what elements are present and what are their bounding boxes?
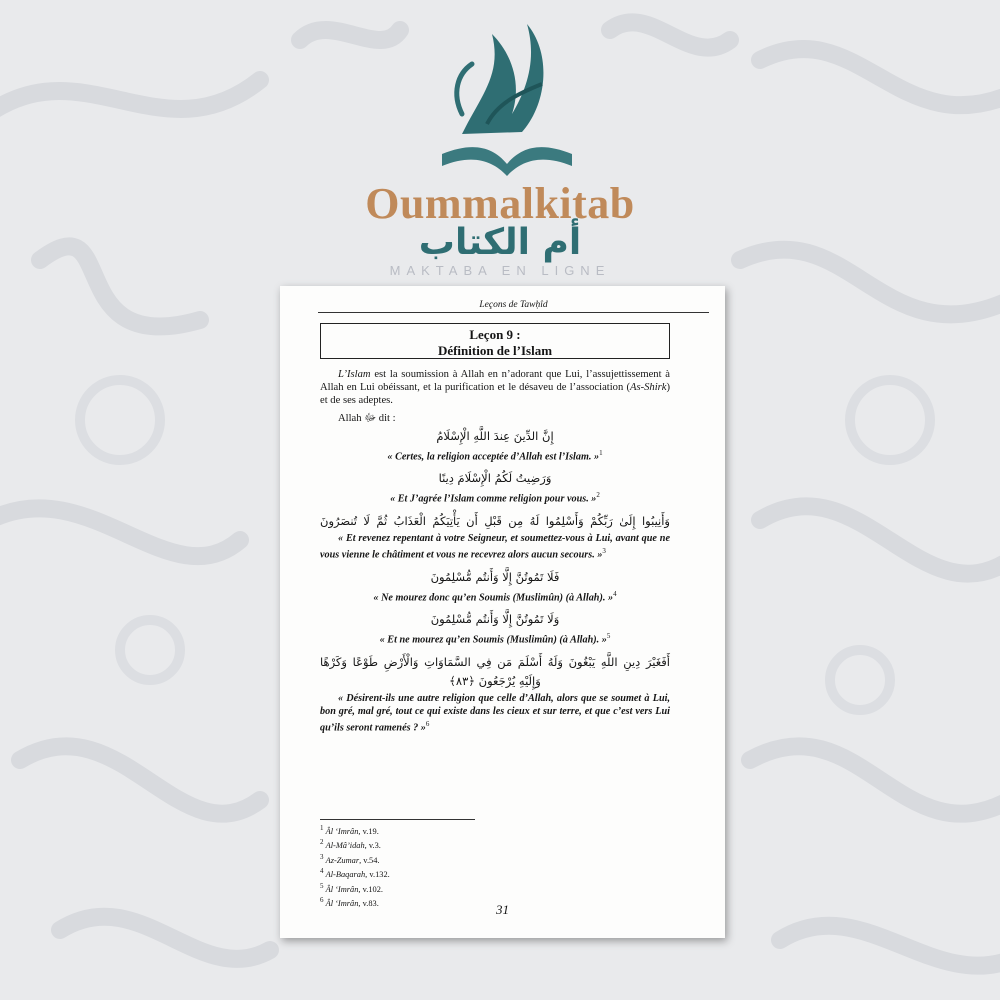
verse-translation bbox=[320, 692, 670, 735]
allah-says: Allah ﷻ dit : bbox=[338, 412, 396, 424]
brand-arabic-name: أم الكتاب bbox=[418, 222, 582, 263]
verse-translation-text: « Et revenez repentant à votre Seigneur, et soumettez-vous à Lui, avant que ne vous vienne le châtiment et vous ne recevrez alors aucun secours. » bbox=[320, 533, 670, 561]
footnote-ref: 1 bbox=[599, 448, 603, 457]
footnote-verse: , v.19. bbox=[358, 826, 379, 836]
footnote bbox=[320, 823, 390, 837]
verse-arabic: إِنَّ الدِّينَ عِندَ اللَّهِ الْإِسْلَامُ bbox=[436, 428, 554, 443]
intro-term-shirk: As-Shirk bbox=[629, 382, 667, 394]
page-number: 31 bbox=[496, 902, 509, 917]
intro-paragraph bbox=[320, 368, 670, 408]
footnote bbox=[320, 837, 390, 851]
footnote-ref: 6 bbox=[425, 720, 430, 729]
verse-translation-text: « Désirent-ils une autre religion que celle d’Allah, alors que se soumet à Lui, bon gré, mal gré, tout ce qui existe dans les cieux et sur terre, et que c’est vers Lui qu’ils seront ramenés ? » bbox=[320, 692, 670, 734]
footnote-number: 3 bbox=[320, 852, 324, 861]
verse-translation-text: « Et ne mourez qu’en Soumis (Muslimûn) (à Allah). » bbox=[379, 634, 607, 646]
footnote-number: 2 bbox=[320, 838, 324, 847]
footnote-ref: 5 bbox=[606, 632, 611, 641]
footnote-verse: , v.3. bbox=[364, 841, 381, 851]
footnotes bbox=[320, 823, 390, 909]
footnote-source: Âl ‘Imrân bbox=[325, 884, 359, 894]
running-head: Leçons de Tawḥîd bbox=[318, 300, 709, 313]
intro-text-a: est la soumission à Allah en n’adorant que Lui, l’assujettissement à Allah en Lui obéissant, et la purification et le désaveu de l’association ( bbox=[320, 369, 670, 394]
footnote bbox=[320, 881, 390, 895]
footnote-ref: 4 bbox=[613, 589, 617, 598]
footnote bbox=[320, 866, 390, 880]
footnote-verse: , v.132. bbox=[365, 869, 390, 879]
verse-translation bbox=[320, 630, 670, 647]
verse-arabic: أَفَغَيْرَ دِينِ اللَّهِ يَبْغُونَ وَلَهُ أَسْلَمَ مَن فِي السَّمَاوَاتِ وَالْأَرْضِ طَوْعًا وَكَرْهًا bbox=[320, 654, 670, 669]
footnote-verse: , v.54. bbox=[359, 855, 380, 865]
page-body bbox=[320, 368, 670, 743]
verse-translation bbox=[320, 532, 670, 562]
footnote-source: Az-Zumar bbox=[325, 855, 360, 865]
verse-translation bbox=[320, 489, 670, 506]
lesson-title: Définition de l’Islam bbox=[437, 343, 553, 358]
verse-arabic: وَرَضِيتُ لَكُمُ الْإِسْلَامَ دِينًا bbox=[438, 471, 552, 486]
intro-term: L’Islam bbox=[338, 369, 371, 380]
footnote-source: Âl ‘Imrân bbox=[325, 898, 359, 908]
book-page bbox=[280, 286, 725, 938]
footnote-number: 5 bbox=[320, 881, 324, 890]
brand-name: Oummalkitab bbox=[365, 179, 635, 228]
quill-book-logo bbox=[432, 14, 582, 184]
footnote bbox=[320, 852, 390, 866]
verse-arabic: وَأَنِيبُوا إِلَىٰ رَبِّكُمْ وَأَسْلِمُوا لَهُ مِن قَبْلِ أَن يَأْتِيَكُمُ الْعَذَابُ ثُمَّ لَا تُنصَرُونَ bbox=[320, 514, 670, 528]
verse-translation-text: « Et J’agrée l’Islam comme religion pour vous. » bbox=[390, 493, 597, 505]
footnote-ref: 3 bbox=[602, 547, 606, 556]
footnote-ref: 2 bbox=[596, 491, 600, 500]
footnote-source: Al-Baqarah bbox=[325, 869, 366, 879]
footnote-source: Al-Mâ’idah bbox=[325, 841, 365, 851]
verse-translation-text: « Certes, la religion acceptée d’Allah est l’Islam. » bbox=[387, 451, 600, 463]
footnote-number: 6 bbox=[320, 895, 324, 904]
footnote-verse: , v.102. bbox=[358, 884, 383, 894]
lesson-number: Leçon 9 : bbox=[469, 327, 521, 342]
verse-translation-text: « Ne mourez donc qu’en Soumis (Muslimûn) (à Allah). » bbox=[373, 592, 614, 604]
intro-text-b: ) et de ses adeptes. bbox=[320, 382, 670, 407]
footnote-number: 4 bbox=[320, 867, 324, 876]
footnote-number: 1 bbox=[320, 824, 324, 832]
verse-arabic: وَلَا تَمُوتُنَّ إِلَّا وَأَنتُم مُّسْلِمُونَ bbox=[430, 612, 560, 627]
verse-translation bbox=[320, 447, 670, 464]
brand-tagline: MAKTABA EN LIGNE bbox=[389, 263, 611, 278]
lesson-title-box bbox=[320, 323, 670, 359]
verse-arabic-continued: وَإِلَيْهِ يُرْجَعُونَ ﴿٨٣﴾ bbox=[449, 673, 541, 688]
footnote-divider bbox=[320, 819, 475, 820]
verse-translation bbox=[320, 588, 670, 605]
footnote-verse: , v.83. bbox=[358, 898, 379, 908]
footnote-source: Âl ‘Imrân bbox=[325, 826, 359, 836]
verse-arabic: فَلَا تَمُوتُنَّ إِلَّا وَأَنتُم مُّسْلِمُونَ bbox=[430, 569, 560, 584]
